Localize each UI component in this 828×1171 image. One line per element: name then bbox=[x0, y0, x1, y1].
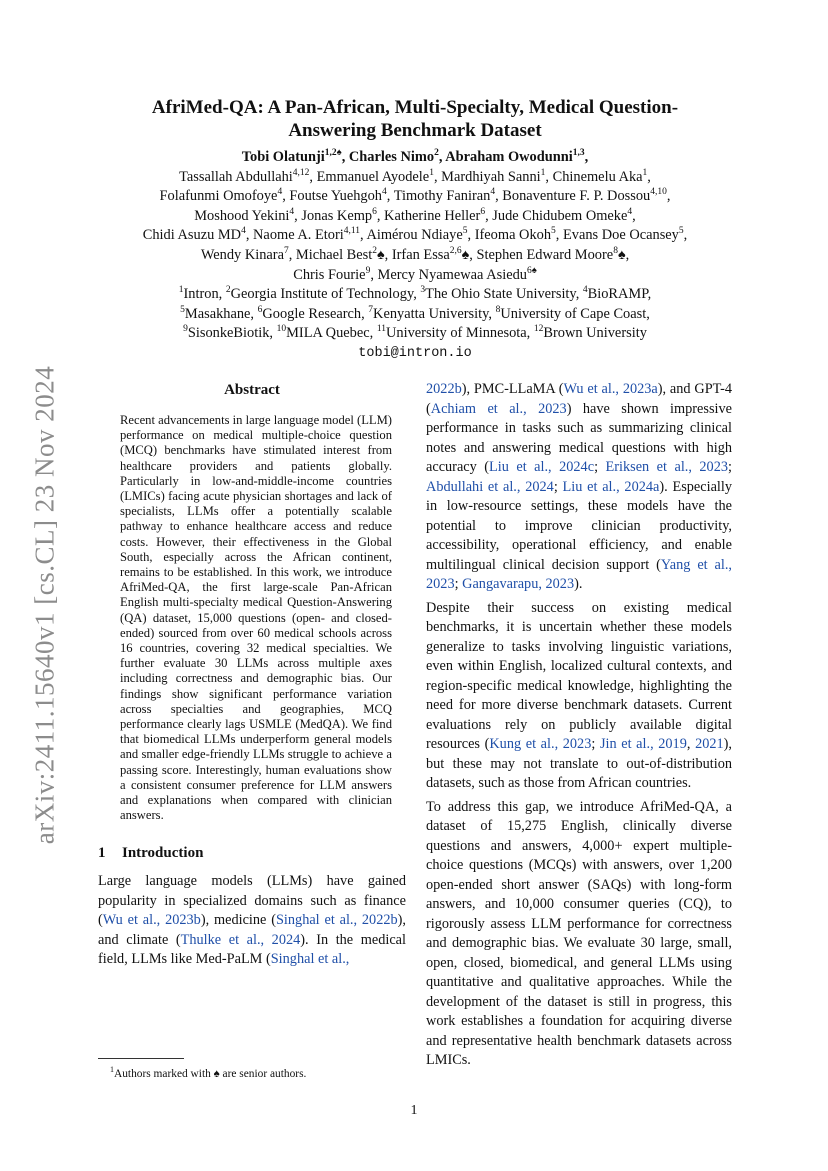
abstract-heading: Abstract bbox=[224, 382, 280, 398]
right-column bbox=[426, 380, 732, 1071]
intro-paragraph-1-cont: 2022b), PMC-LLaMA (Wu et al., 2023a), and GPT-4 (Achiam et al., 2023) have shown impressive performance in tasks such as summarizing clinical notes and answering medical questions with high accuracy (Liu et al., 2024c; Eriksen et al., 2023; Abdullahi et al., 2024; Liu et al., 2024a). Especially in low-resource settings, these models have the potential to improve clinician productivity, accessibility, operational efficiency, and enable multilingual clinical decision support (Yang et al., 2023; Gangavarapu, 2023). bbox=[426, 381, 733, 592]
abstract-text: Recent advancements in large language model (LLM) performance on medical multiple-choice question (MCQ) benchmarks have stimulated interest from healthcare providers and patients globally. Particularly in low-and-middle-income countries (LMICs) facing acute physician shortages and lack of specialists, LLMs offer a potentially scalable pathway to enhance healthcare access and reduce costs. However, their effectiveness in the Global South, especially across the African continent, remains to be established. In this work, we introduce AfriMed-QA, the first large-scale Pan-African English multi-specialty medical Question-Answering (QA) dataset, 15,000 questions (open- and closed-ended) sourced from over 60 medical schools across 16 countries, covering 32 medical specialties. We further evaluate 30 LLMs across multiple axes including correctness and demographic bias. Our findings show significant performance variation across specialties and geographies, MCQ performance clearly lags USMLE (MedQA). We find that biomedical LLMs underperform general models and smaller edge-friendly LLMs struggle to achieve a passing score. Interestingly, human evaluations show a consistent consumer preference for LLM answers and explanations when compared with clinician answers. bbox=[120, 413, 392, 823]
footnote: $^1$Authors marked with ♠ are senior authors. bbox=[110, 1065, 307, 1080]
left-column bbox=[98, 380, 406, 970]
intro-paragraph-3: To address this gap, we introduce AfriMed-QA, a dataset of 15,275 English, clinically diverse questions and answers, 4,000+ expert multiple-choice questions (MCQs) with answers, over 1,200 open-ended short answer (SAQs) with long-form answers, and 10,000 consumer queries (CQ), to rigorously assess LLM performance for correctness and demographic bias. We evaluate 30 large, small, open, closed, biomedical, and general LLMs using quantitative and qualitative approaches. While the development of the dataset is still in progress, this work establishes a foundation for acquiring diverse and representative health benchmark datasets across LMICs. bbox=[426, 798, 732, 1068]
paper-title: AfriMed-QA: A Pan-African, Multi-Specialty, Medical Question-Answering Benchmark Dataset bbox=[151, 97, 679, 141]
section-heading-introduction bbox=[98, 845, 406, 862]
footnote-rule bbox=[98, 1058, 184, 1059]
section-title: Introduction bbox=[122, 845, 204, 862]
author-list: Tobi Olatunji$^{1,2♠}$, Charles Nimo$^2$, Abraham Owodunni$^{1,3}$, Tassallah Abdullahi$^{4,12}$, Emmanuel Ayodele$^1$, Mardhiyah Sanni$^1$, Chinemelu Aka$^1$, Folafunmi Omofoye$^4$, Foutse Yuehgoh$^4$, Timothy Faniran$^4$, Bonaventure F. P. Dossou$^{4,10}$, Moshood Yekini$^4$, Jonas Kemp$^6$, Katherine Heller$^6$, Jude Chidubem Omeke$^4$, Chidi Asuzu $MD^4$, Naome A. Etori$^{4,11}$, Aimérou Ndiaye$^5$, Ifeoma Okoh$^5$, Evans Doe Ocansey$^5$, Wendy Kinara$^7$, Michael Best$^2$♠, Irfan Essa$^{2,6}$♠, Stephen Edward Moore$^8$♠, Chris Fourie$^9$, Mercy Nyamewaa Asiedu$^{6♠}$ bbox=[142, 148, 688, 283]
affiliations: $^1$Intron, $^2$Georgia Institute of Technology, $^3$The Ohio State University, $^4$BioRAMP, $^5$Masakhane, $^6$Google Research, $^7$Kenyatta University, $^8$University of Cape Coast, $^9$SisonkeBiotik, $^{10}$MILA Quebec, $^{11}$University of Minnesota, $^{12}$Brown University bbox=[178, 285, 652, 342]
contact-email[interactable]: tobi@intron.io bbox=[358, 345, 472, 361]
arxiv-identifier[interactable]: arXiv:2411.15640v1 [cs.CL] 23 Nov 2024 bbox=[29, 365, 60, 845]
arxiv-stamp bbox=[22, 360, 68, 850]
section-number: 1 bbox=[98, 845, 106, 862]
author-block bbox=[90, 148, 740, 364]
intro-paragraph-2: Despite their success on existing medical benchmarks, it is uncertain whether these models generalize to tasks involving linguistic variations, even within English, localized cultural contexts, and region-specific medical knowledge, highlighting the need for more diverse benchmark datasets. Current evaluations rely on publicly available digital resources (Kung et al., 2023; Jin et al., 2019, 2021), but these may not translate to out-of-distribution datasets, such as those from African countries. bbox=[426, 599, 732, 791]
page-number: 1 bbox=[410, 1103, 418, 1118]
intro-paragraph-1: Large language models (LLMs) have gained popularity in specialized domains such as finance (Wu et al., 2023b), medicine (Singhal et al., 2022b), and climate (Thulke et al., 2024). In the medical field, LLMs like Med-PaLM (Singhal et al., bbox=[98, 873, 406, 968]
